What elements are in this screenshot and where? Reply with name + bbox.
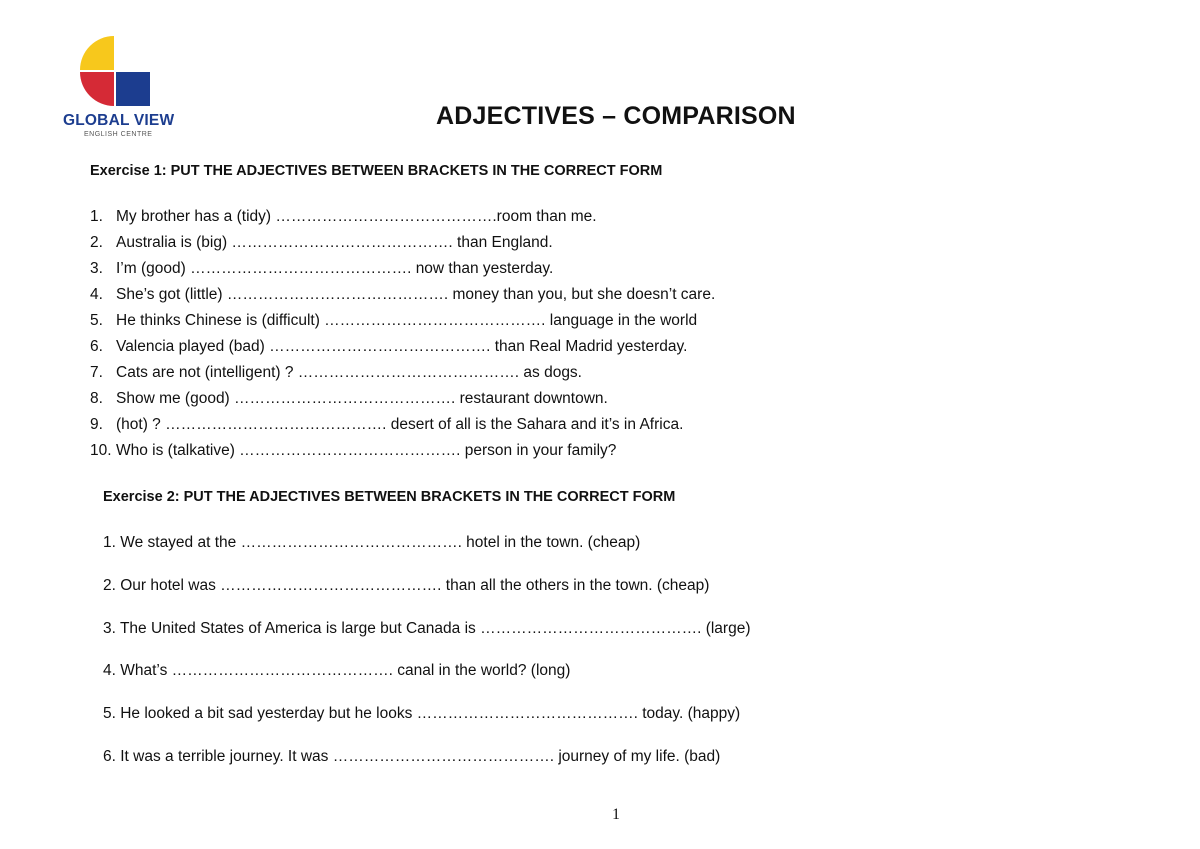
item-number: 6. — [90, 338, 103, 355]
exercise2-heading: Exercise 2: PUT THE ADJECTIVES BETWEEN BRACKETS IN THE CORRECT FORM — [103, 489, 676, 505]
list-item — [90, 337, 715, 363]
list-item — [90, 311, 715, 337]
item-number: 1. — [90, 208, 103, 225]
item-number: 10. — [90, 442, 112, 459]
brand-subtitle: ENGLISH CENTRE — [84, 131, 153, 138]
list-item: 3. The United States of America is large but Canada is ……………………………………. (large) — [103, 619, 751, 637]
item-number: 7. — [90, 364, 103, 381]
item-text: Show me (good) ……………………………………. restaurant downtown. — [116, 390, 608, 407]
item-number: 4. — [90, 286, 103, 303]
item-text: (hot) ? ……………………………………. desert of all is the Sahara and it’s in Africa. — [116, 416, 684, 433]
item-text: Australia is (big) ……………………………………. than England. — [116, 234, 553, 251]
list-item — [90, 415, 715, 441]
list-item — [90, 207, 715, 233]
list-item — [90, 363, 715, 389]
list-item: 1. We stayed at the ……………………………………. hotel in the town. (cheap) — [103, 534, 641, 551]
exercise1-heading: Exercise 1: PUT THE ADJECTIVES BETWEEN BRACKETS IN THE CORRECT FORM — [90, 163, 663, 179]
item-text: Who is (talkative) ……………………………………. person in your family? — [116, 442, 617, 459]
item-text: Valencia played (bad) ……………………………………. than Real Madrid yesterday. — [116, 338, 688, 355]
logo-red-quarter — [80, 72, 114, 106]
item-number: 3. — [90, 260, 103, 277]
item-text: He thinks Chinese is (difficult) ……………………………………. language in the world — [116, 312, 698, 329]
list-item — [90, 441, 715, 467]
list-item: 4. What’s ……………………………………. canal in the world? (long) — [103, 662, 571, 680]
page-title: ADJECTIVES – COMPARISON — [436, 102, 796, 130]
exercise2-list — [103, 533, 751, 790]
list-item — [90, 233, 715, 259]
item-text: I’m (good) ……………………………………. now than yesterday. — [116, 260, 554, 277]
item-number: 5. — [90, 312, 103, 329]
logo-blue-quarter — [116, 72, 150, 106]
logo-emblem-icon — [80, 36, 152, 108]
item-number: 2. — [90, 234, 103, 251]
list-item: 6. It was a terrible journey. It was ……………………………………. journey of my life. (bad) — [103, 747, 721, 765]
list-item: 2. Our hotel was ……………………………………. than all the others in the town. (cheap) — [103, 576, 710, 594]
item-text: Cats are not (intelligent) ? ……………………………………. as dogs. — [116, 364, 582, 381]
item-text: She’s got (little) ……………………………………. money than you, but she doesn’t care. — [116, 286, 716, 303]
brand-name: GLOBAL VIEW — [63, 112, 175, 129]
item-text: My brother has a (tidy) …………………………………….room than me. — [116, 208, 597, 225]
page-number: 1 — [612, 806, 620, 823]
list-item — [90, 285, 715, 311]
exercise1-list — [90, 207, 715, 467]
item-number: 8. — [90, 390, 103, 407]
list-item: 5. He looked a bit sad yesterday but he looks ……………………………………. today. (happy) — [103, 705, 741, 723]
global-view-logo — [60, 36, 180, 146]
list-item — [90, 259, 715, 285]
logo-yellow-quarter — [80, 36, 114, 70]
item-number: 9. — [90, 416, 103, 433]
list-item — [90, 389, 715, 415]
